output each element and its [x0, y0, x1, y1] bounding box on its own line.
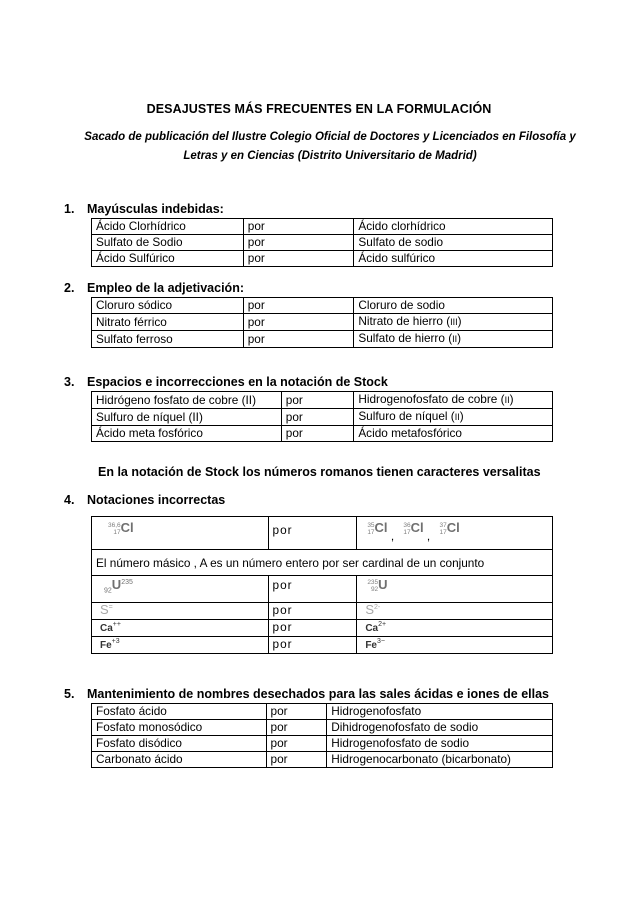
isotope-chlorine-37 — [439, 521, 459, 536]
section-title: Notaciones incorrectas — [87, 493, 226, 507]
comma-separator: , — [426, 529, 431, 543]
table-row — [92, 251, 553, 267]
por-label: por — [243, 251, 354, 267]
comma-separator: , — [390, 529, 395, 543]
wrong-name: Ácido meta fosfórico — [92, 426, 282, 442]
ion-charge: +3 — [111, 638, 120, 646]
sulfide-right — [365, 603, 380, 617]
right-name-end: ) — [459, 409, 464, 423]
atomic-number: 17 — [403, 528, 411, 536]
section-3-heading — [64, 375, 388, 389]
table-row — [92, 392, 553, 409]
por-label: por — [243, 331, 354, 348]
table-row — [92, 550, 553, 576]
table-row — [92, 331, 553, 348]
element-symbol: Cl — [410, 520, 424, 535]
right-name — [354, 392, 553, 409]
section-title: Mantenimiento de nombres desechados para las sales ácidas e iones de ellas — [87, 687, 549, 701]
calcium-wrong — [100, 621, 121, 634]
mass-number: 235 — [121, 579, 133, 587]
section-1-heading — [64, 202, 224, 216]
por-label: por — [268, 620, 357, 637]
section-number: 4. — [64, 493, 75, 507]
section-number: 1. — [64, 202, 75, 216]
atomic-number: 92 — [104, 587, 112, 595]
stock-note: En la notación de Stock los números romanos tienen caracteres versalitas — [98, 465, 541, 479]
mass-number: 235 — [367, 578, 379, 586]
ion-charge: ++ — [112, 621, 121, 629]
table-row — [92, 752, 553, 768]
right-name: Hidrogenocarbonato (bicarbonato) — [327, 752, 553, 768]
right-name — [354, 331, 553, 348]
uranium-wrong — [104, 578, 133, 594]
por-label: por — [266, 720, 327, 736]
isotope-chlorine-wrong — [108, 521, 134, 536]
section-4-heading — [64, 493, 225, 507]
atomic-number: 92 — [370, 585, 379, 593]
roman-numeral: II — [454, 412, 460, 422]
right-name: Sulfato de sodio — [354, 235, 553, 251]
wrong-name: Fosfato ácido — [92, 704, 267, 720]
table-row — [92, 637, 553, 654]
por-label: por — [268, 576, 357, 603]
table-row — [92, 620, 553, 637]
right-name: Hidrogenofosfato de sodio — [327, 736, 553, 752]
right-notation — [357, 620, 553, 637]
mass-number: 35 — [367, 521, 375, 529]
table-row — [92, 517, 553, 550]
right-name-text: Nitrato de hierro ( — [358, 314, 451, 328]
wrong-notation — [92, 603, 269, 620]
por-label: por — [266, 704, 327, 720]
right-name-end: ) — [457, 331, 462, 345]
mass-number-note: El número másico , A es un número entero por ser cardinal de un conjunto — [92, 550, 553, 576]
atomic-number: 17 — [113, 528, 121, 536]
section-2-heading — [64, 281, 244, 295]
wrong-name: Cloruro sódico — [92, 298, 244, 314]
por-label: por — [243, 235, 354, 251]
table-row — [92, 409, 553, 426]
table-notaciones — [91, 516, 553, 654]
table-row — [92, 426, 553, 442]
right-notation — [357, 517, 553, 550]
wrong-notation — [92, 637, 269, 654]
table-row — [92, 314, 553, 331]
ion-charge: = — [108, 604, 113, 612]
right-name: Cloruro de sodio — [354, 298, 553, 314]
section-number: 3. — [64, 375, 75, 389]
isotope-numbers — [367, 579, 378, 593]
roman-numeral: II — [504, 395, 510, 405]
right-name: Ácido sulfúrico — [354, 251, 553, 267]
right-notation — [357, 637, 553, 654]
right-name-text: Sulfato de hierro ( — [358, 331, 453, 345]
table-row — [92, 720, 553, 736]
element-symbol: Ca — [365, 623, 379, 634]
element-symbol: Ca — [100, 623, 113, 634]
wrong-notation — [92, 576, 269, 603]
right-name-end: ) — [457, 314, 462, 328]
wrong-name: Fosfato disódico — [92, 736, 267, 752]
por-label: por — [281, 409, 354, 426]
wrong-name: Sulfuro de níquel (II) — [92, 409, 282, 426]
element-symbol: Fe — [365, 640, 377, 651]
ion-charge: 2- — [373, 604, 381, 612]
wrong-name: Hidrógeno fosfato de cobre (II) — [92, 392, 282, 409]
wrong-notation — [92, 517, 269, 550]
uranium-right — [367, 578, 387, 593]
table-row — [92, 219, 553, 235]
element-symbol: Cl — [446, 520, 460, 535]
element-symbol: U — [378, 577, 388, 592]
section-title: Mayúsculas indebidas: — [87, 202, 224, 216]
right-notation — [357, 603, 553, 620]
right-name: Ácido metafosfórico — [354, 426, 553, 442]
page-title: DESAJUSTES MÁS FRECUENTES EN LA FORMULACIÓN — [146, 102, 492, 116]
por-label: por — [281, 426, 354, 442]
wrong-name: Carbonato ácido — [92, 752, 267, 768]
right-name-text: Hidrogenofosfato de cobre ( — [358, 392, 505, 406]
page-subtitle: Sacado de publicación del Ilustre Colegio Oficial de Doctores y Licenciados en Filosofía y Letras y en Ciencias (Distrito Universitario de Madrid) — [84, 131, 576, 162]
wrong-name: Ácido Sulfúrico — [92, 251, 244, 267]
isotope-numbers — [439, 522, 446, 536]
table-row — [92, 298, 553, 314]
calcium-right — [365, 621, 386, 634]
right-name-end: ) — [509, 392, 514, 406]
ion-charge: 2+ — [378, 621, 387, 629]
isotope-numbers — [108, 522, 121, 536]
element-symbol: U — [111, 577, 122, 592]
section-5-heading — [64, 687, 549, 701]
table-mayusculas — [91, 218, 553, 267]
table-row — [92, 603, 553, 620]
table-row — [92, 576, 553, 603]
isotope-chlorine-36 — [403, 521, 423, 536]
mass-number: 36 — [403, 521, 411, 529]
roman-numeral: II — [452, 334, 458, 344]
section-title: Empleo de la adjetivación: — [87, 281, 244, 295]
mass-number: 37 — [439, 521, 447, 529]
iron-wrong — [100, 638, 120, 651]
por-label: por — [281, 392, 354, 409]
por-label: por — [243, 219, 354, 235]
table-row — [92, 736, 553, 752]
por-label: por — [268, 603, 357, 620]
right-notation — [357, 576, 553, 603]
iron-right — [365, 638, 385, 651]
right-name — [354, 314, 553, 331]
sulfide-wrong — [100, 603, 113, 617]
isotope-numbers — [403, 522, 410, 536]
wrong-name: Sulfato ferroso — [92, 331, 244, 348]
right-name — [354, 409, 553, 426]
wrong-name: Ácido Clorhídrico — [92, 219, 244, 235]
por-label: por — [266, 736, 327, 752]
wrong-name: Sulfato de Sodio — [92, 235, 244, 251]
por-label: por — [243, 298, 354, 314]
element-symbol: Cl — [374, 520, 388, 535]
right-name: Ácido clorhídrico — [354, 219, 553, 235]
roman-numeral: III — [450, 317, 458, 327]
table-row — [92, 235, 553, 251]
section-number: 2. — [64, 281, 75, 295]
section-title: Espacios e incorrecciones en la notación de Stock — [87, 375, 388, 389]
wrong-notation — [92, 620, 269, 637]
right-name: Hidrogenofosfato — [327, 704, 553, 720]
isotope-numbers — [367, 522, 374, 536]
element-symbol: Cl — [120, 520, 134, 535]
wrong-name: Nitrato férrico — [92, 314, 244, 331]
element-symbol: S — [100, 602, 109, 617]
table-row — [92, 704, 553, 720]
right-name-text: Sulfuro de níquel ( — [358, 409, 455, 423]
atomic-number: 17 — [439, 528, 447, 536]
element-symbol: S — [365, 602, 374, 617]
table-stock — [91, 391, 553, 442]
por-label: por — [268, 517, 357, 550]
element-symbol: Fe — [100, 640, 112, 651]
table-sales-acidas — [91, 703, 553, 768]
atomic-number: 17 — [367, 528, 375, 536]
table-adjetivacion — [91, 297, 553, 348]
wrong-name: Fosfato monosódico — [92, 720, 267, 736]
por-label: por — [243, 314, 354, 331]
ion-charge: 3− — [376, 638, 385, 646]
por-label: por — [266, 752, 327, 768]
mass-number: 36,6 — [108, 521, 121, 529]
isotope-chlorine-35 — [367, 521, 387, 536]
right-name: Dihidrogenofosfato de sodio — [327, 720, 553, 736]
por-label: por — [268, 637, 357, 654]
section-number: 5. — [64, 687, 75, 701]
